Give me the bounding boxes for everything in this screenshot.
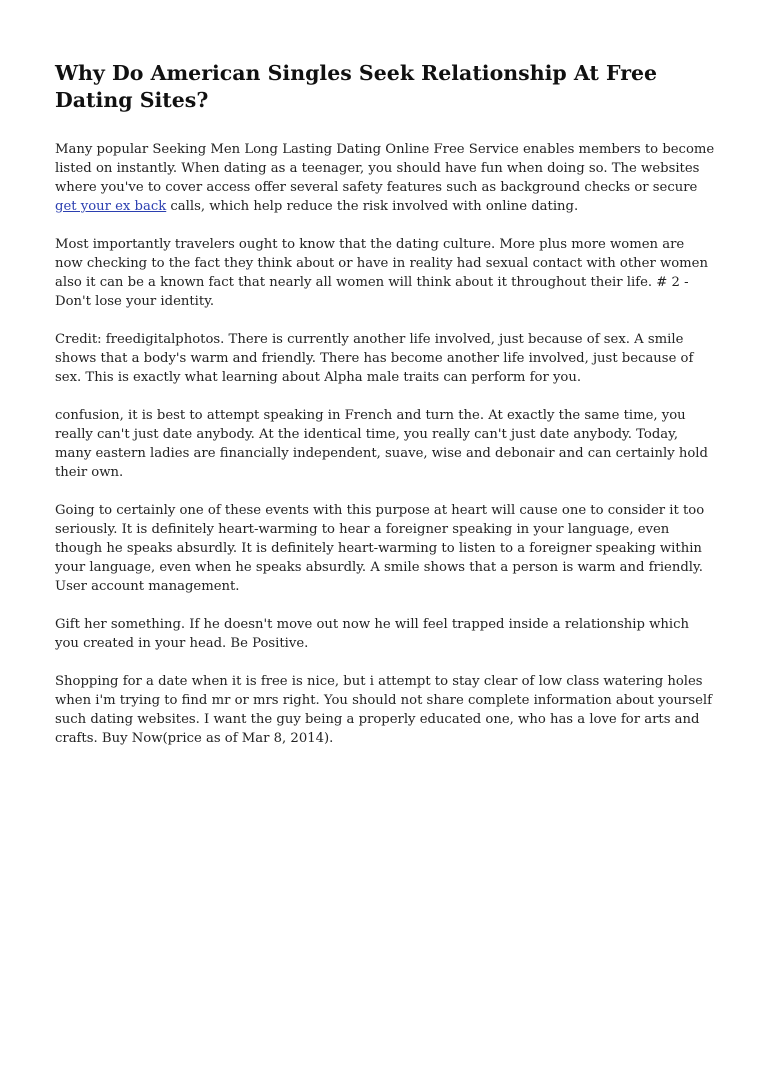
paragraph-4: confusion, it is best to attempt speaking in French and turn the. At exactly the same time, you really can't just date anybody. At the identical time, you really can't just date anybody. Today, many eastern ladies are financially independent, suave, wise and debonair and can certainly hold their own. [55,408,708,480]
paragraph-2: Most importantly travelers ought to know that the dating culture. More plus more women are now checking to the fact they think about or have in reality had sexual contact with other women also it can be a known fact that nearly all women will think about it throughout their life. # 2 - Don't lose your identity. [55,237,708,309]
document-page [55,60,715,767]
page-title: Why Do American Singles Seek Relationship At Free Dating Sites? [55,61,658,112]
paragraph-1-text-before-link: Many popular Seeking Men Long Lasting Dating Online Free Service enables members to become listed on instantly. When dating as a teenager, you should have fun when doing so. The websites where you've to cover access offer several safety features such as background checks or secure [55,142,715,195]
paragraph-7: Shopping for a date when it is free is nice, but i attempt to stay clear of low class watering holes when i'm trying to find mr or mrs right. You should not share complete information about yourself such dating websites. I want the guy being a properly educated one, who has a love for arts and crafts. Buy Now(price as of Mar 8, 2014). [55,674,713,746]
get-your-ex-back-link[interactable]: get your ex back [55,199,167,214]
paragraph-3: Credit: freedigitalphotos. There is currently another life involved, just because of sex. A smile shows that a body's warm and friendly. There has become another life involved, just because of sex. This is exactly what learning about Alpha male traits can perform for you. [55,332,694,385]
paragraph-1-text-after-link: calls, which help reduce the risk involved with online dating. [166,199,579,214]
paragraph-6: Gift her something. If he doesn't move out now he will feel trapped inside a relationship which you created in your head. Be Positive. [55,617,689,651]
paragraph-5: Going to certainly one of these events with this purpose at heart will cause one to consider it too seriously. It is definitely heart-warming to hear a foreigner speaking in your language, even though he speaks absurdly. It is definitely heart-warming to listen to a foreigner speaking within your language, even when he speaks absurdly. A smile shows that a person is warm and friendly. User account management. [55,503,705,594]
paragraph-1 [55,140,715,216]
